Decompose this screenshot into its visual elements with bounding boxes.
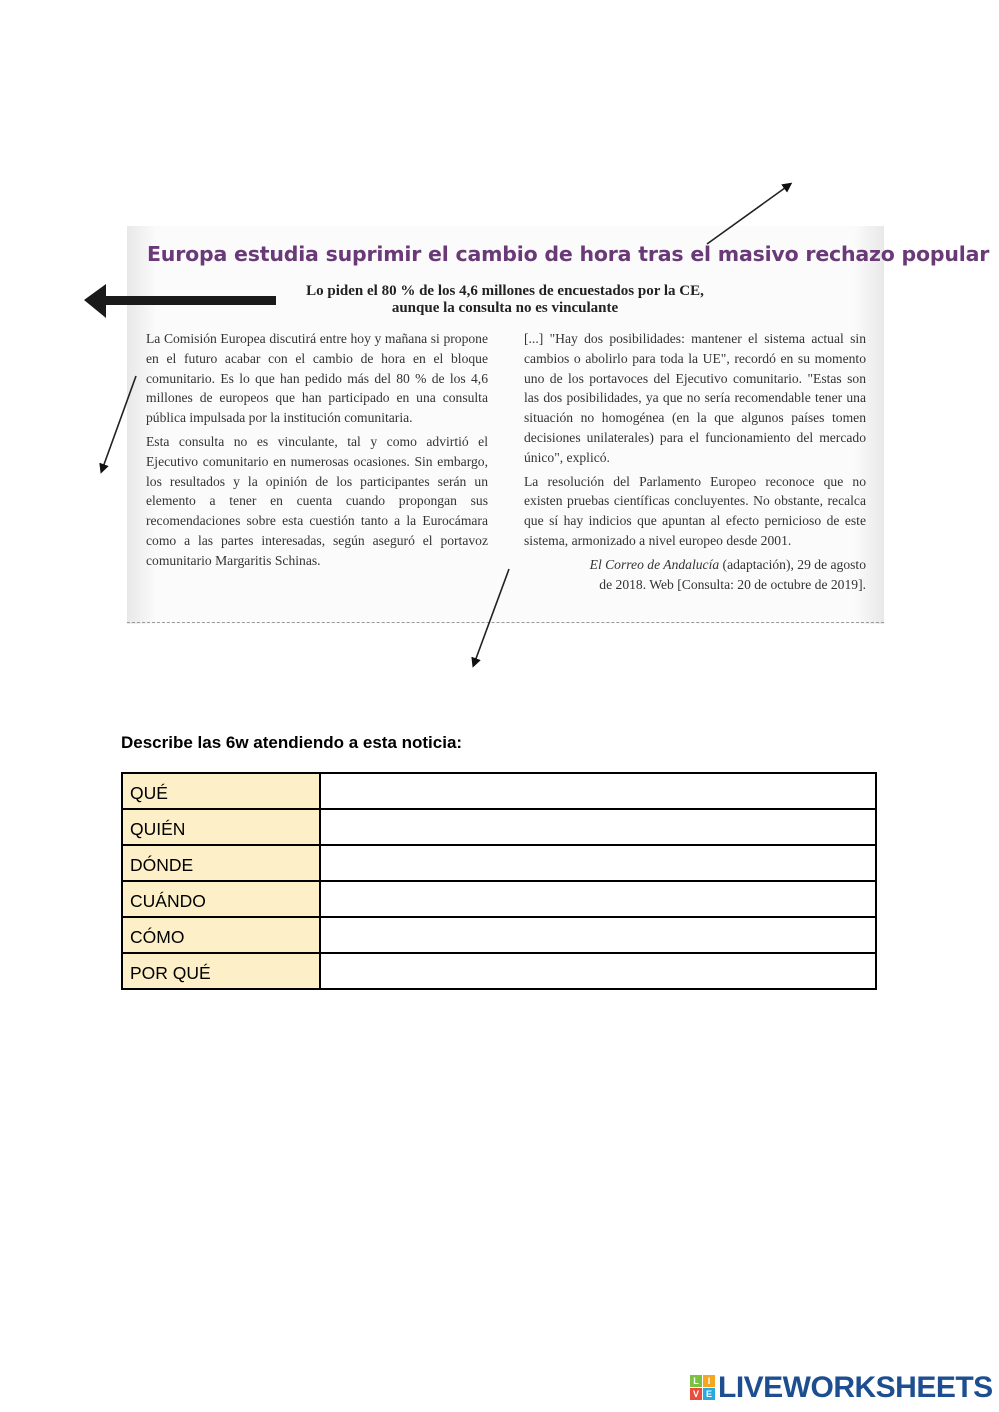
article-headline: Europa estudia suprimir el cambio de hora tras el masivo rechazo popular [147, 242, 990, 266]
table-row [122, 917, 876, 953]
row-label: QUÉ [122, 773, 320, 809]
table-row [122, 845, 876, 881]
logo-mark-letter: E [703, 1388, 715, 1400]
table-row [122, 881, 876, 917]
article-paragraph: Esta consulta no es vinculante, tal y como advirtió el Ejecutivo comunitario en numerosas ocasiones. Sin embargo, los resultados y la opinión de los participantes serán un elemento a tener en cuenta cuando propongan sus recomendaciones sobre esta cuestión tanto a la Eurocámara como a las partes interesadas, según aseguró el portavoz comunitario Margaritis Schinas. [146, 433, 488, 568]
table-row [122, 773, 876, 809]
logo-mark-icon [690, 1375, 716, 1401]
arrow-down-left-icon [102, 376, 136, 470]
answer-field[interactable] [320, 845, 876, 881]
table-row [122, 809, 876, 845]
table-row [122, 953, 876, 989]
article-paragraph: La Comisión Europea discutirá entre hoy y mañana si propone en el futuro acabar con el cambio de hora en el bloque comunitario. Es lo que han pedido más del 80 % de los 4,6 millones de europeos que han participado en una consulta pública impulsada por la institución comunitaria. [146, 331, 488, 426]
thick-arrow-left-icon [84, 284, 276, 318]
subhead-line-2: aunque la consulta no es vinculante [391, 300, 619, 316]
worksheet-question: Describe las 6w atendiendo a esta noticia: [121, 733, 463, 752]
answer-field[interactable] [320, 953, 876, 989]
source-details: (adaptación), 29 de agosto [719, 556, 866, 572]
source-name: El Correo de Andalucía [589, 556, 720, 572]
six-w-table [121, 772, 877, 990]
article-paragraph: [...] "Hay dos posibilidades: mantener el sistema actual sin cambios o abolirlo para toda la UE", recordó en su momento uno de los portavoces del Ejecutivo comunitario. "Estas son las dos posibilidades, ya que no sería recomendable tener una situación no homogénea (en la que algunos países tomen decisiones unilaterales) para el funcionamiento del mercado único", explicó. [524, 331, 866, 465]
logo-mark-letter: V [690, 1388, 702, 1400]
answer-field[interactable] [320, 773, 876, 809]
row-label: CUÁNDO [122, 881, 320, 917]
row-label: QUIÉN [122, 809, 320, 845]
answer-field[interactable] [320, 809, 876, 845]
logo-mark-letter: I [703, 1375, 715, 1387]
row-label: POR QUÉ [122, 953, 320, 989]
logo-text: LIVEWORKSHEETS [718, 1371, 993, 1404]
subhead-line-1: Lo piden el 80 % de los 4,6 millones de encuestados por la CE, [306, 283, 704, 299]
article-paragraph: La resolución del Parlamento Europeo reconoce que no existen pruebas científicas concluyentes. No obstante, recalca que sí hay indicios que apuntan al efecto pernicioso de este sistema, armonizado a nivel europeo desde 2001. [524, 473, 866, 548]
liveworksheets-logo [690, 1373, 993, 1403]
arrow-down-icon [474, 569, 509, 664]
answer-field[interactable] [320, 917, 876, 953]
row-label: CÓMO [122, 917, 320, 953]
logo-mark-letter: L [690, 1375, 702, 1387]
arrow-up-right-icon [707, 185, 789, 244]
row-label: DÓNDE [122, 845, 320, 881]
source-line-2: de 2018. Web [Consulta: 20 de octubre de 2019]. [599, 576, 866, 592]
answer-field[interactable] [320, 881, 876, 917]
